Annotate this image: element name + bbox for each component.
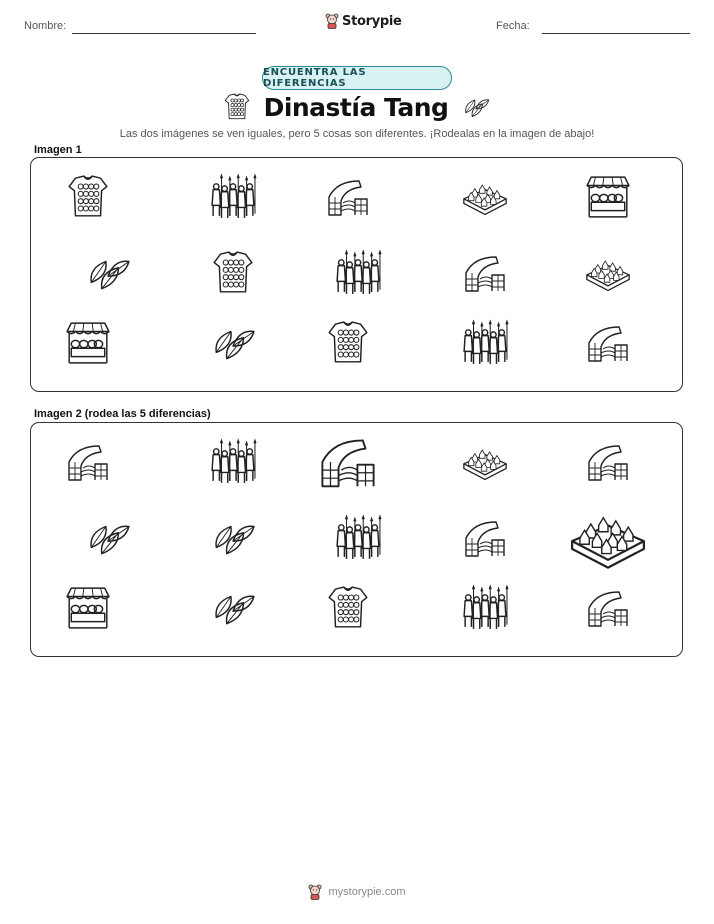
tea-leaves-icon[interactable] <box>210 585 256 631</box>
tea-leaves-icon <box>210 320 256 366</box>
page-title: Dinastía Tang <box>263 92 449 122</box>
soldiers-icon <box>335 250 381 296</box>
soldiers-icon <box>210 174 256 220</box>
armor-icon[interactable] <box>325 585 371 631</box>
armor-icon <box>210 250 256 296</box>
title-row <box>0 92 714 122</box>
date-line[interactable] <box>542 33 690 34</box>
armor-icon <box>224 92 250 122</box>
activity-badge: ENCUENTRA LAS DIFERENCIAS <box>262 66 452 90</box>
market-stall-icon[interactable] <box>65 585 111 631</box>
tea-leaves-icon[interactable] <box>210 515 256 561</box>
bear-logo-icon <box>325 13 339 29</box>
soldiers-icon <box>462 320 508 366</box>
image-2-label: Imagen 2 (rodea las 5 diferencias) <box>34 408 211 420</box>
bridge-icon <box>585 320 631 366</box>
armor-icon <box>325 320 371 366</box>
soldiers-icon[interactable] <box>462 585 508 631</box>
name-label: Nombre: <box>24 20 67 32</box>
market-stall-icon <box>65 320 111 366</box>
footer <box>0 884 714 900</box>
bridge-icon <box>325 174 371 220</box>
image-1-label: Imagen 1 <box>34 144 82 156</box>
bridge-icon[interactable] <box>585 439 631 485</box>
storypie-logo <box>325 13 402 29</box>
bridge-icon[interactable] <box>317 434 379 490</box>
instructions: Las dos imágenes se ven iguales, pero 5 cosas son diferentes. ¡Rodealas en la imagen de abajo! <box>119 128 595 140</box>
tea-leaves-icon <box>85 250 131 296</box>
armor-icon <box>65 174 111 220</box>
image-2-panel[interactable] <box>30 422 683 657</box>
bridge-icon <box>462 250 508 296</box>
city-icon[interactable] <box>462 439 508 485</box>
soldiers-icon[interactable] <box>210 439 256 485</box>
brand-name: Storypie <box>342 13 402 29</box>
city-icon <box>585 250 631 296</box>
bridge-icon[interactable] <box>462 515 508 561</box>
tea-leaves-icon[interactable] <box>85 515 131 561</box>
city-icon <box>462 174 508 220</box>
name-line[interactable] <box>72 33 256 34</box>
city-icon[interactable] <box>569 506 647 570</box>
tea-leaves-icon <box>462 94 490 120</box>
bear-logo-icon <box>308 884 322 900</box>
image-1-panel <box>30 157 683 392</box>
market-stall-icon <box>585 174 631 220</box>
footer-url: mystorypie.com <box>328 886 406 898</box>
date-label: Fecha: <box>496 20 530 32</box>
soldiers-icon[interactable] <box>335 515 381 561</box>
bridge-icon[interactable] <box>65 439 111 485</box>
bridge-icon[interactable] <box>585 585 631 631</box>
